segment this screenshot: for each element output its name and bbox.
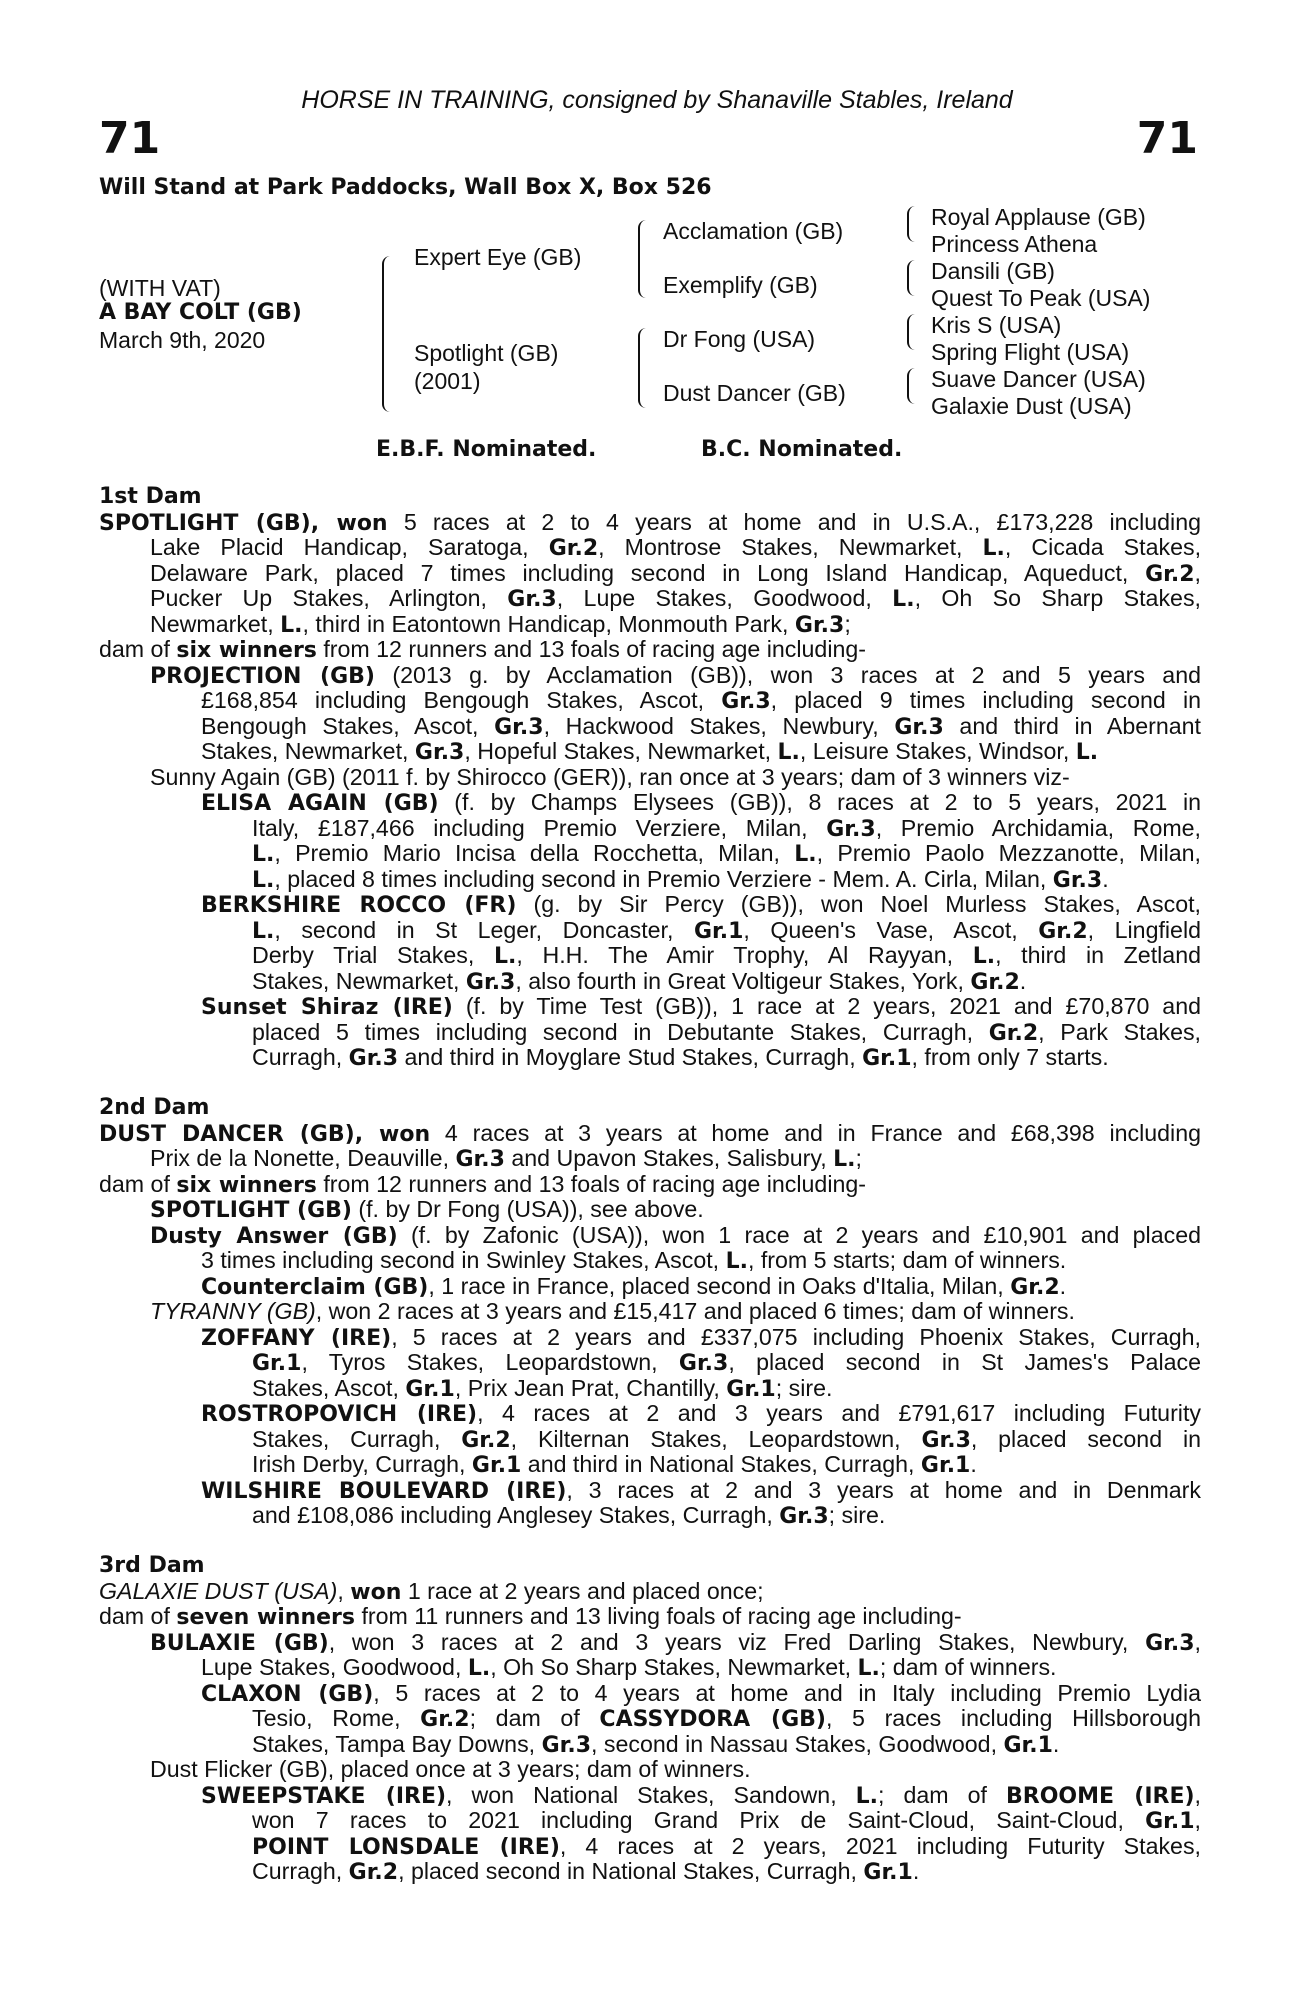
text-run: , Oh So Sharp Stakes, — [914, 585, 1201, 611]
text-run: Dust Flicker (GB), placed once at 3 years; dam of winners. — [150, 1756, 751, 1782]
text-run: Stakes, Newmarket, — [201, 738, 415, 764]
text-run: , Oh So Sharp Stakes, Newmarket, — [490, 1654, 858, 1680]
text-run: Curragh, — [252, 1044, 349, 1070]
ebf-nomination: E.B.F. Nominated. — [376, 437, 597, 462]
text-run: , 1 race in France, placed second in Oaks d'Italia, Milan, — [428, 1272, 1011, 1299]
text-line — [99, 943, 1201, 969]
lot-number-right: 71 — [1136, 113, 1198, 164]
text-line — [99, 969, 1201, 995]
text-run: (f. by Zafonic (USA)), won 1 race at 2 years and £10,901 and placed — [397, 1221, 1201, 1248]
text-run: and third in National Stakes, Curragh, — [521, 1451, 921, 1477]
text-line — [99, 561, 1201, 587]
bold-run: L. — [467, 1656, 491, 1681]
text-line — [99, 1223, 1201, 1249]
bold-run: Gr.1 — [1003, 1732, 1053, 1758]
text-run: , third in Eatontown Handicap, Monmouth Park, — [302, 610, 795, 637]
pedigree-gen3-1: Royal Applause (GB) — [931, 204, 1146, 230]
text-run: won 7 races to 2021 including Grand Prix de Saint-Cloud, Saint-Cloud, — [252, 1807, 1146, 1833]
bold-run: Gr.3 — [1052, 867, 1103, 893]
bold-run: L. — [794, 842, 817, 867]
bold-run: SPOTLIGHT (GB) — [150, 1198, 352, 1223]
bold-run: BERKSHIRE ROCCO (FR) — [201, 893, 517, 918]
text-run: dam of — [99, 1170, 177, 1197]
text-line — [99, 1732, 1201, 1758]
text-run: Stakes, Curragh, — [252, 1425, 462, 1452]
text-run: (g. by Sir Percy (GB)), won Noel Murless Stakes, Ascot, — [516, 891, 1201, 917]
lot-name: A BAY COLT (GB) — [99, 300, 302, 325]
pedigree-brace-dam — [638, 328, 650, 408]
bold-run: six winners — [176, 1172, 317, 1198]
bold-run: Gr.3 — [894, 714, 944, 740]
text-run: , placed 8 times including second in Premio Verziere - Mem. A. Cirla, Milan, — [274, 865, 1053, 892]
text-run: , second in St Leger, Doncaster, — [274, 916, 694, 943]
text-line — [99, 1427, 1201, 1453]
bold-run: Dusty Answer (GB) — [150, 1223, 398, 1249]
section-heading: 1st Dam — [99, 484, 202, 509]
text-line — [99, 1376, 1201, 1402]
text-line — [99, 765, 1201, 791]
text-run: , 5 races at 2 years and £337,075 including Phoenix Stakes, Curragh, — [391, 1323, 1201, 1350]
text-run: (f. by Champs Elysees (GB)), 8 races at 2 to 5 years, 2021 in — [438, 789, 1201, 815]
text-run: , — [337, 1577, 351, 1604]
text-run: Italy, £187,466 including Premio Verziere, Milan, — [252, 814, 827, 841]
text-run: ; dam of winners. — [879, 1654, 1057, 1680]
text-run: , Lingfield — [1087, 916, 1202, 943]
bold-run: CASSYDORA (GB) — [599, 1707, 826, 1732]
text-run: Lupe Stakes, Goodwood, — [201, 1654, 468, 1680]
text-run: dam of — [99, 636, 177, 662]
text-line — [99, 994, 1201, 1020]
text-run: . — [912, 1858, 920, 1884]
text-run: . — [1052, 1730, 1060, 1757]
text-line — [99, 1248, 1201, 1274]
bold-run: Gr.2 — [348, 1860, 399, 1885]
text-run: , won 3 races at 2 and 3 years viz Fred Darling Stakes, Newbury, — [328, 1628, 1146, 1655]
text-run: , third in Zetland — [995, 942, 1201, 968]
section-body — [99, 510, 1201, 1071]
bold-run: L. — [892, 587, 915, 612]
text-run: , Premio Archidamia, Rome, — [875, 814, 1201, 841]
text-line — [99, 1020, 1201, 1046]
bold-run: Gr.3 — [921, 1427, 971, 1453]
bold-run: Gr.3 — [414, 740, 465, 765]
bold-run: L. — [982, 536, 1005, 561]
text-run: Lake Placid Handicap, Saratoga, — [150, 534, 549, 560]
text-run: Stakes, Ascot, — [252, 1374, 406, 1401]
text-line — [99, 1834, 1201, 1860]
text-run: Stakes, Tampa Bay Downs, — [252, 1730, 542, 1757]
bold-run: WILSHIRE BOULEVARD (IRE) — [201, 1478, 567, 1504]
text-run: , 5 races including Hillsborough — [825, 1705, 1201, 1731]
pedigree-gen2-1: Acclamation (GB) — [663, 218, 844, 244]
bold-run: SWEEPSTAKE (IRE) — [201, 1783, 447, 1809]
bold-run: Gr.2 — [1038, 918, 1088, 944]
bold-run: Gr.2 — [988, 1020, 1039, 1046]
bold-run: Gr.1 — [920, 1453, 971, 1478]
text-run: 3 times including second in Swinley Stakes, Ascot, — [201, 1247, 726, 1273]
text-run: £168,854 including Bengough Stakes, Ascot, — [201, 687, 722, 713]
text-line — [99, 663, 1201, 689]
bold-run: L. — [252, 867, 275, 893]
bold-run: Gr.1 — [252, 1351, 302, 1376]
text-run: , Park Stakes, — [1038, 1018, 1201, 1045]
pedigree-gen3-6: Spring Flight (USA) — [931, 339, 1130, 365]
text-run: Tesio, Rome, — [252, 1705, 421, 1731]
pedigree-gen2-2: Exemplify (GB) — [663, 272, 818, 298]
text-run: Sunny Again (GB) (2011 f. by Shirocco (GER)), ran once at 3 years; dam of 3 winners viz- — [150, 763, 1070, 790]
text-run: Delaware Park, placed 7 times including second in Long Island Handicap, Aqueduct, — [150, 559, 1146, 586]
text-run: , won 2 races at 3 years and £15,417 and placed 6 times; dam of winners. — [315, 1298, 1075, 1324]
bold-run: L. — [833, 1147, 856, 1172]
text-run: , — [1194, 1628, 1201, 1655]
text-run: , — [1194, 1781, 1201, 1808]
bold-run: Gr.2 — [1145, 561, 1195, 587]
text-run: , 4 races at 2 and 3 years and £791,617 including Futurity — [477, 1400, 1201, 1426]
bold-run: Gr.3 — [1145, 1630, 1195, 1656]
bold-run: Gr.3 — [348, 1046, 399, 1071]
bold-run: seven winners — [176, 1605, 355, 1630]
text-run: , 5 races at 2 to 4 years at home and in Italy including Premio Lydia — [373, 1679, 1201, 1706]
pedigree-gen2-4: Dust Dancer (GB) — [663, 380, 846, 406]
text-run: , placed second in — [970, 1425, 1201, 1452]
text-run: , Leisure Stakes, Windsor, — [799, 738, 1076, 764]
text-line — [99, 688, 1201, 714]
text-run: Irish Derby, Curragh, — [252, 1451, 472, 1477]
text-line — [99, 1783, 1201, 1809]
pedigree-brace-g3-4 — [907, 368, 918, 404]
text-run: from 12 runners and 13 foals of racing age including- — [316, 1170, 866, 1197]
dam-year: (2001) — [414, 368, 481, 394]
text-run: , 4 races at 2 years, 2021 including Futurity Stakes, — [559, 1832, 1201, 1859]
text-run: ; — [855, 1145, 862, 1171]
text-run: Stakes, Newmarket, — [252, 967, 466, 994]
bold-run: Counterclaim (GB) — [201, 1274, 429, 1300]
text-run: (2013 g. by Acclamation (GB)), won 3 races at 2 and 5 years and — [374, 661, 1201, 688]
text-line — [99, 1121, 1201, 1147]
text-line — [99, 586, 1201, 612]
text-run: ; sire. — [828, 1502, 886, 1528]
text-run: , Queen's Vase, Ascot, — [743, 916, 1039, 943]
bold-run: Gr.2 — [970, 969, 1020, 995]
text-run: , from only 7 starts. — [911, 1044, 1109, 1070]
bold-run: Gr.3 — [494, 714, 544, 740]
bold-run: Gr.2 — [1010, 1274, 1060, 1300]
text-line — [99, 1859, 1201, 1885]
text-run: . — [1102, 865, 1109, 892]
text-run: . — [1019, 967, 1027, 994]
bold-run: Gr.1 — [693, 918, 744, 944]
text-run: , Kilternan Stakes, Leopardstown, — [510, 1425, 922, 1452]
bold-run: Gr.3 — [507, 587, 557, 612]
text-line — [99, 1146, 1201, 1172]
text-run: and third in Abernant — [943, 712, 1202, 739]
bold-run: Gr.2 — [548, 536, 599, 561]
bold-run: Gr.3 — [721, 689, 771, 714]
sire-name: Expert Eye (GB) — [414, 244, 582, 270]
text-run: (f. by Time Test (GB)), 1 race at 2 years, 2021 and £70,870 and — [452, 993, 1201, 1019]
lot-number-left: 71 — [99, 113, 161, 164]
text-run: , Hopeful Stakes, Newmarket, — [464, 738, 778, 764]
bold-run: Sunset Shiraz (IRE) — [201, 995, 453, 1020]
pedigree-brace-g3-2 — [907, 260, 918, 296]
text-line — [99, 816, 1201, 842]
text-line — [99, 1757, 1201, 1783]
text-run: , also fourth in Great Voltigeur Stakes, York, — [515, 967, 971, 994]
bold-run: BULAXIE (GB) — [150, 1630, 329, 1656]
text-line — [99, 1604, 1201, 1630]
pedigree-gen2-3: Dr Fong (USA) — [663, 326, 816, 352]
text-run: Curragh, — [252, 1858, 349, 1884]
text-line — [99, 1503, 1201, 1529]
bold-run: six winners — [176, 638, 317, 663]
pedigree-brace-g3-3 — [907, 314, 918, 350]
text-run: ; dam of — [469, 1705, 600, 1731]
bold-run: Gr.3 — [779, 1504, 829, 1529]
text-run: , placed second in St James's Palace — [728, 1349, 1201, 1375]
text-line — [99, 1401, 1201, 1427]
text-run: , placed 9 times including second in — [770, 687, 1201, 713]
bold-run: Gr.1 — [405, 1376, 455, 1402]
pedigree-brace-g3-1 — [907, 206, 918, 242]
text-line — [99, 510, 1201, 536]
text-run: , from 5 starts; dam of winners. — [747, 1247, 1067, 1273]
text-line — [99, 1478, 1201, 1504]
text-line — [99, 1452, 1201, 1478]
section-heading: 2nd Dam — [99, 1095, 210, 1120]
text-line — [99, 739, 1201, 765]
text-run: , won National Stakes, Sandown, — [446, 1781, 856, 1808]
bold-run: L. — [252, 842, 275, 867]
text-run: , — [1194, 559, 1201, 586]
text-line — [99, 1197, 1201, 1223]
text-run: , Hackwood Stakes, Newbury, — [543, 712, 895, 739]
vat-note: (WITH VAT) — [99, 275, 221, 301]
bold-run: L. — [252, 918, 275, 944]
bold-run: Gr.3 — [678, 1351, 729, 1376]
text-run: , Premio Paolo Mezzanotte, Milan, — [816, 840, 1202, 866]
text-run: . — [970, 1451, 977, 1477]
text-line — [99, 1681, 1201, 1707]
bold-run: Gr.3 — [826, 816, 876, 842]
text-line — [99, 612, 1201, 638]
foaling-date: March 9th, 2020 — [99, 327, 266, 353]
text-run: ; dam of — [878, 1781, 1006, 1808]
pedigree-gen3-4: Quest To Peak (USA) — [931, 285, 1151, 311]
text-line — [99, 1045, 1201, 1071]
bold-run: won — [350, 1579, 402, 1605]
bold-run: BROOME (IRE) — [1006, 1783, 1195, 1809]
section-second-dam — [99, 1095, 1201, 1529]
text-run: 4 races at 3 years at home and in France and £68,398 including — [430, 1119, 1201, 1146]
italic-run: GALAXIE DUST (USA) — [99, 1577, 338, 1604]
text-run: Derby Trial Stakes, — [252, 942, 494, 968]
text-line — [99, 1706, 1201, 1732]
bold-run: ELISA AGAIN (GB) — [201, 791, 439, 816]
text-run: , placed second in National Stakes, Curragh, — [398, 1858, 864, 1884]
bold-run: Gr.2 — [420, 1707, 470, 1732]
bold-run: L. — [777, 740, 800, 765]
pedigree-gen3-8: Galaxie Dust (USA) — [931, 393, 1132, 419]
text-run: ; sire. — [775, 1374, 833, 1401]
pedigree-gen3-3: Dansili (GB) — [931, 258, 1055, 284]
bold-run: PROJECTION (GB) — [150, 663, 375, 689]
section-body — [99, 1579, 1201, 1885]
text-run: , Montrose Stakes, Newmarket, — [598, 534, 983, 560]
bold-run: Gr.1 — [726, 1376, 776, 1402]
bold-run: DUST DANCER (GB), won — [99, 1121, 431, 1147]
text-run: , — [1194, 1807, 1201, 1833]
text-run: from 11 runners and 13 living foals of racing age including- — [355, 1603, 962, 1629]
text-line — [99, 1325, 1201, 1351]
pedigree-brace-sire — [638, 220, 650, 298]
bold-run: L. — [857, 1656, 880, 1681]
text-run: Pucker Up Stakes, Arlington, — [150, 585, 508, 611]
bold-run: L. — [972, 944, 996, 969]
section-third-dam — [99, 1553, 1201, 1885]
text-run: (f. by Dr Fong (USA)), see above. — [351, 1196, 704, 1222]
text-run: and Upavon Stakes, Salisbury, — [504, 1145, 834, 1171]
bold-run: SPOTLIGHT (GB), won — [99, 510, 388, 536]
bold-run: L. — [1075, 740, 1099, 765]
page-header-title: HORSE IN TRAINING, consigned by Shanaville Stables, Ireland — [301, 86, 1013, 114]
text-line — [99, 1630, 1201, 1656]
text-line — [99, 867, 1201, 893]
section-first-dam — [99, 484, 1201, 1071]
text-line — [99, 1350, 1201, 1376]
text-line — [99, 1274, 1201, 1300]
text-run: , H.H. The Amir Trophy, Al Rayyan, — [516, 942, 973, 968]
bold-run: Gr.1 — [862, 1046, 912, 1071]
bold-run: Gr.3 — [455, 1147, 505, 1172]
bold-run: ZOFFANY (IRE) — [201, 1325, 392, 1351]
text-run: dam of — [99, 1603, 177, 1629]
text-line — [99, 535, 1201, 561]
text-run: and £108,086 including Anglesey Stakes, Curragh, — [252, 1502, 780, 1528]
section-body — [99, 1121, 1201, 1529]
text-run: Bengough Stakes, Ascot, — [201, 712, 495, 739]
stand-line: Will Stand at Park Paddocks, Wall Box X, Box 526 — [99, 175, 712, 200]
bold-run: Gr.3 — [794, 612, 845, 638]
bold-run: L. — [725, 1249, 748, 1274]
bold-run: POINT LONSDALE (IRE) — [252, 1834, 560, 1860]
text-line — [99, 1299, 1201, 1325]
text-run: , second in Nassau Stakes, Goodwood, — [591, 1730, 1004, 1757]
text-run: , Lupe Stakes, Goodwood, — [556, 585, 893, 611]
text-line — [99, 790, 1201, 816]
text-line — [99, 841, 1201, 867]
pedigree-gen3-5: Kris S (USA) — [931, 312, 1062, 338]
section-heading: 3rd Dam — [99, 1553, 205, 1578]
text-line — [99, 714, 1201, 740]
pedigree-gen3-2: Princess Athena — [931, 231, 1098, 257]
text-run: , Tyros Stakes, Leopardstown, — [301, 1349, 679, 1375]
bold-run: Gr.1 — [1145, 1809, 1195, 1834]
text-run: Newmarket, — [150, 610, 281, 637]
text-line — [99, 637, 1201, 663]
italic-run: TYRANNY (GB) — [150, 1298, 316, 1324]
text-line — [99, 1579, 1201, 1605]
text-line — [99, 892, 1201, 918]
text-line — [99, 1808, 1201, 1834]
bold-run: Gr.3 — [465, 969, 516, 995]
bold-run: Gr.1 — [863, 1860, 913, 1885]
pedigree-gen3-7: Suave Dancer (USA) — [931, 366, 1146, 392]
text-line — [99, 918, 1201, 944]
bold-run: ROSTROPOVICH (IRE) — [201, 1402, 478, 1427]
pedigree-brace-main — [382, 256, 396, 412]
bold-run: L. — [493, 944, 517, 969]
text-run: . — [1059, 1272, 1067, 1299]
text-run: Prix de la Nonette, Deauville, — [150, 1145, 456, 1171]
text-run: , Prix Jean Prat, Chantilly, — [454, 1374, 727, 1401]
text-run: , Cicada Stakes, — [1004, 534, 1202, 560]
bold-run: Gr.1 — [471, 1453, 522, 1478]
bold-run: Gr.3 — [541, 1732, 591, 1758]
text-run: and third in Moyglare Stud Stakes, Curragh, — [398, 1044, 863, 1070]
text-run: 1 race at 2 years and placed once; — [401, 1577, 764, 1604]
bold-run: L. — [855, 1783, 879, 1809]
text-line — [99, 1172, 1201, 1198]
text-run: placed 5 times including second in Debutante Stakes, Curragh, — [252, 1018, 989, 1045]
bold-run: CLAXON (GB) — [201, 1681, 374, 1707]
text-line — [99, 1655, 1201, 1681]
text-run: from 12 runners and 13 foals of racing age including- — [316, 636, 866, 662]
text-run: , 3 races at 2 and 3 years at home and in Denmark — [566, 1476, 1201, 1503]
text-run: ; — [844, 610, 851, 637]
dam-name: Spotlight (GB) — [414, 340, 559, 366]
bold-run: L. — [280, 612, 303, 638]
bold-run: Gr.2 — [461, 1427, 511, 1453]
bc-nomination: B.C. Nominated. — [701, 437, 903, 462]
text-run: 5 races at 2 to 4 years at home and in U.S.A., £173,228 including — [387, 508, 1202, 535]
text-run: , Premio Mario Incisa della Rocchetta, Milan, — [274, 840, 795, 866]
